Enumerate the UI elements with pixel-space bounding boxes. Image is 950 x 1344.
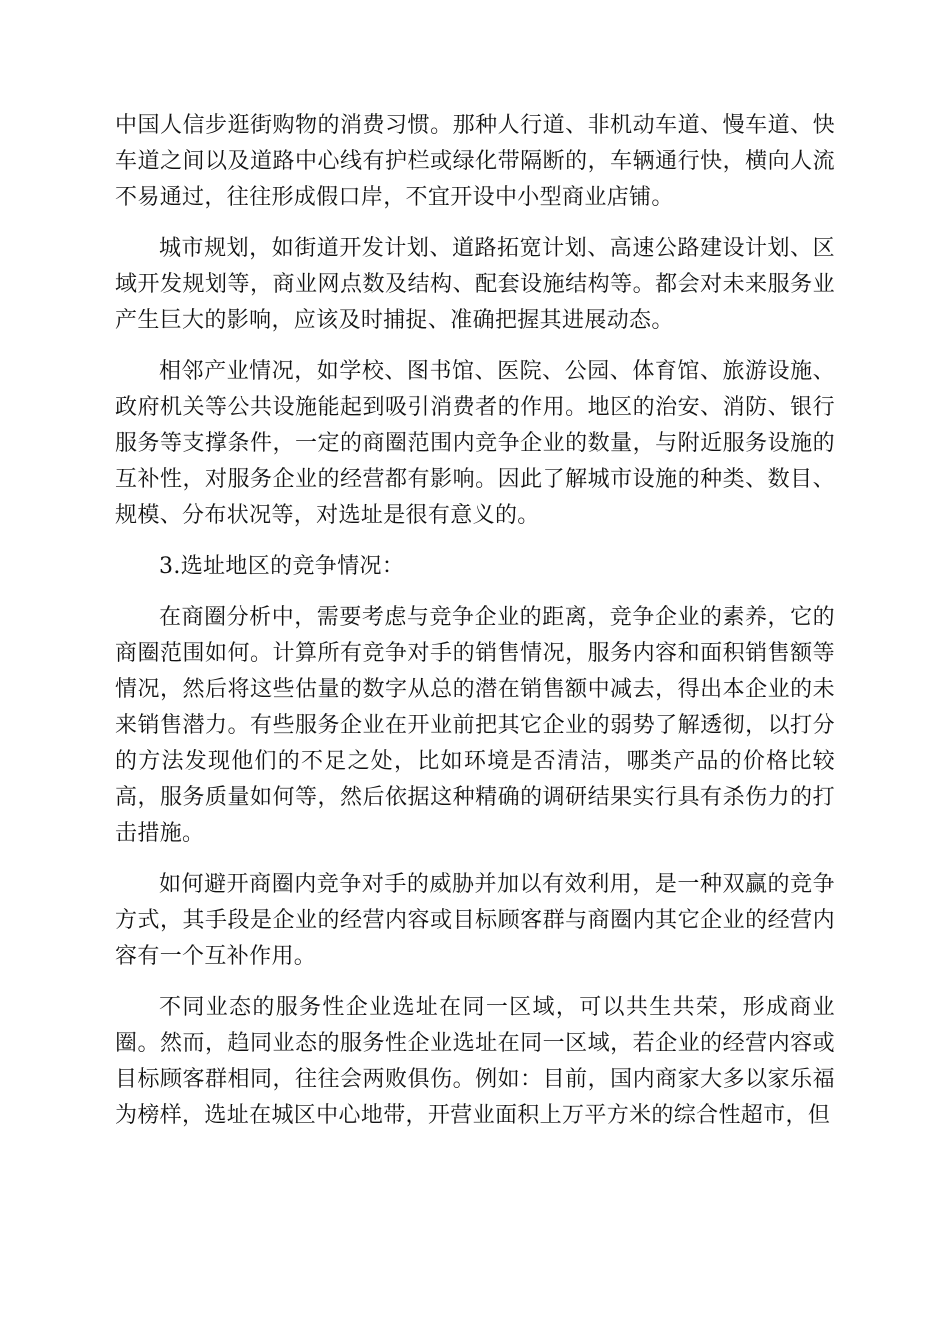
paragraph-continued: 中国人信步逛街购物的消费习惯。那种人行道、非机动车道、慢车道、快车道之间以及道路中心线有护栏或绿化带隔断的，车辆通行快，横向人流不易通过，往往形成假口岸，不宜开设中小型商业店铺。 <box>115 113 835 210</box>
document-page <box>115 108 835 1149</box>
paragraph-urban-planning: 城市规划，如街道开发计划、道路拓宽计划、高速公路建设计划、区域开发规划等，商业网点数及结构、配套设施结构等。都会对未来服务业产生巨大的影响，应该及时捕捉、准确把握其进展动态。 <box>115 236 835 333</box>
paragraph-business-formats: 不同业态的服务性企业选址在同一区域，可以共生共荣，形成商业圈。然而，趋同业态的服务性企业选址在同一区域，若企业的经营内容或目标顾客群相同，往往会两败俱伤。例如：目前，国内商家大多以家乐福为榜样，选址在城区中心地带，开营业面积上万平方米的综合性超市，但 <box>115 995 835 1128</box>
paragraph-trade-area-analysis: 在商圈分析中，需要考虑与竞争企业的距离，竞争企业的素养，它的商圈范围如何。计算所有竞争对手的销售情况，服务内容和面积销售额等情况，然后将这些估量的数字从总的潜在销售额中减去，得出本企业的未来销售潜力。有些服务企业在开业前把其它企业的弱势了解透彻，以打分的方法发现他们的不足之处，比如环境是否清洁，哪类产品的价格比较高，服务质量如何等，然后依据这种精确的调研结果实行具有杀伤力的打击措施。 <box>115 605 835 846</box>
section-heading-competition: 3.选址地区的竞争情况： <box>159 554 405 579</box>
paragraph-adjacent-industries: 相邻产业情况，如学校、图书馆、医院、公园、体育馆、旅游设施、政府机关等公共设施能起到吸引消费者的作用。地区的治安、消防、银行服务等支撑条件，一定的商圈范围内竞争企业的数量，与附近服务设施的互补性，对服务企业的经营都有影响。因此了解城市设施的种类、数目、规模、分布状况等，对选址是很有意义的。 <box>115 359 835 528</box>
paragraph-avoid-competitors: 如何避开商圈内竞争对手的威胁并加以有效利用，是一种双赢的竞争方式，其手段是企业的经营内容或目标顾客群与商圈内其它企业的经营内容有一个互补作用。 <box>115 872 835 969</box>
